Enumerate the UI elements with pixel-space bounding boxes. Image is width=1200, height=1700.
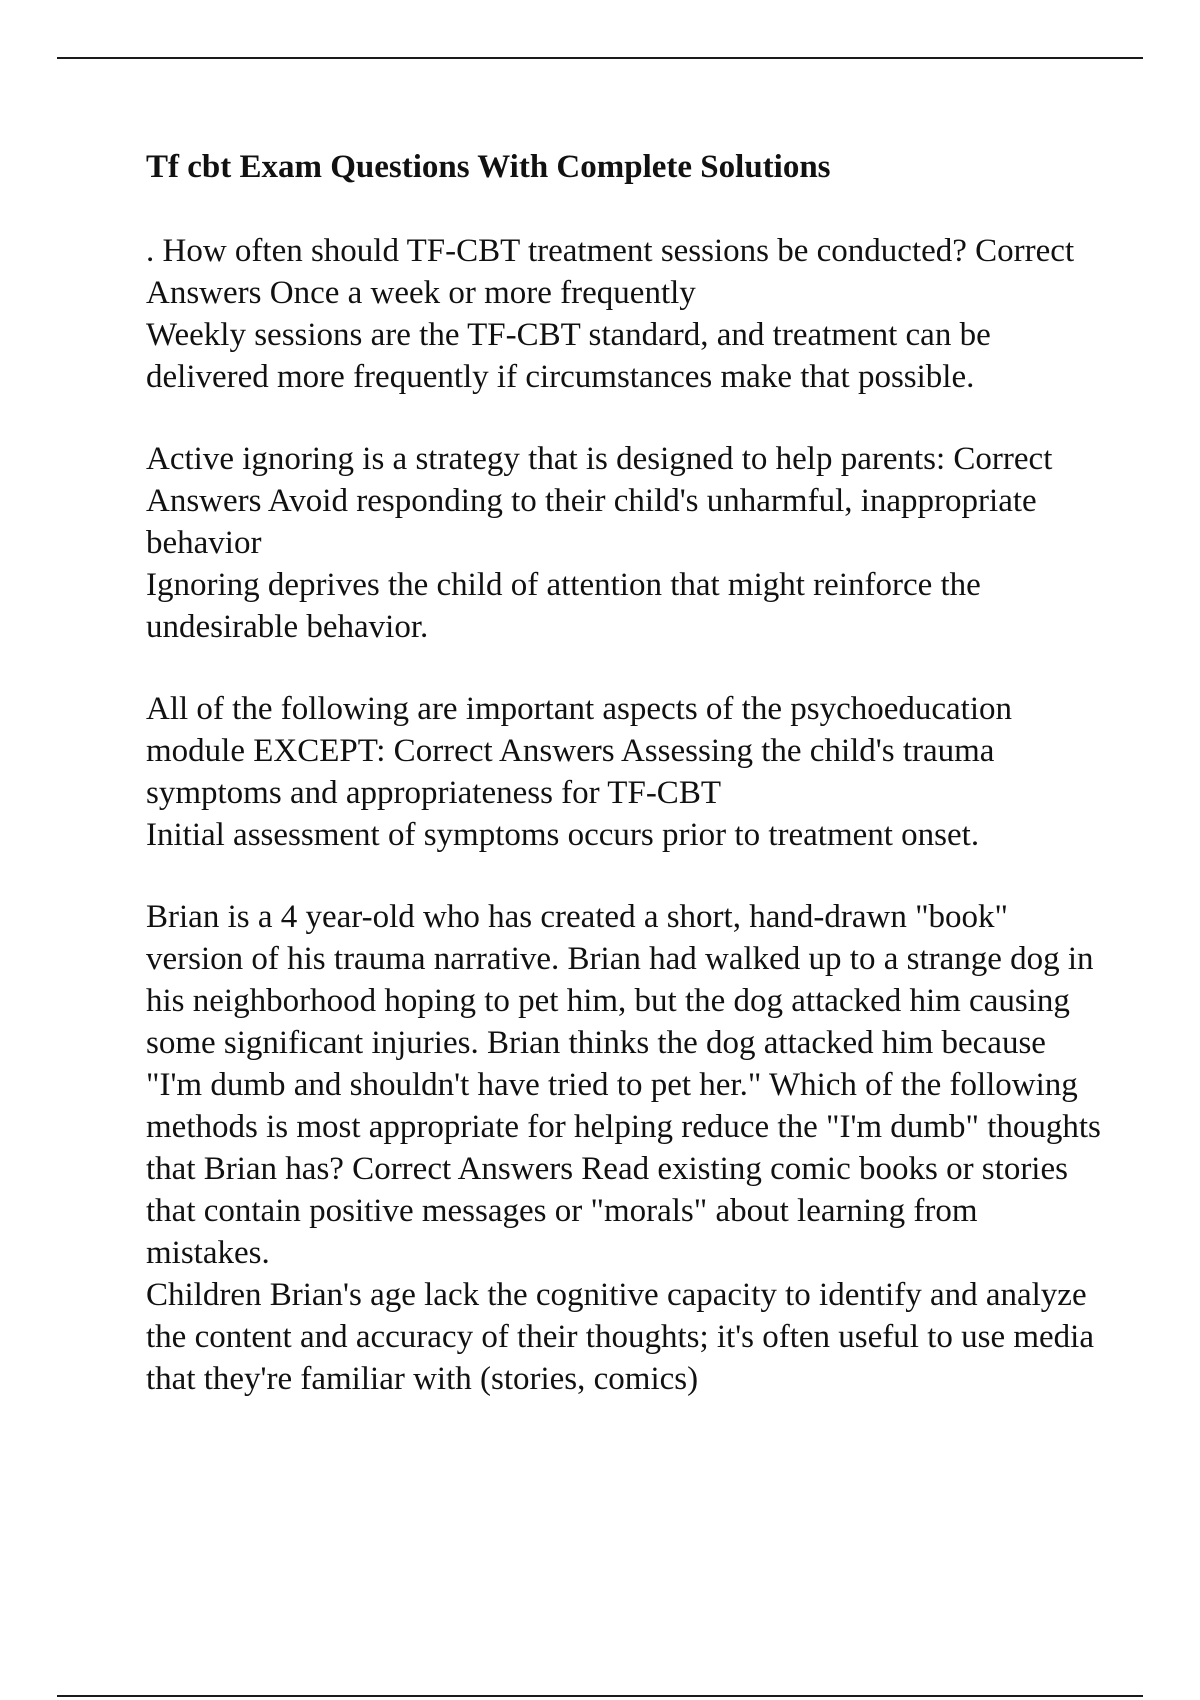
explanation-text: Ignoring deprives the child of attention that might reinforce the undesirable behavior. (146, 567, 981, 645)
question-text: . How often should TF-CBT treatment sessions be conducted? Correct Answers Once a week or more frequently (146, 233, 1075, 311)
bottom-divider (57, 1695, 1143, 1697)
question-text: Brian is a 4 year-old who has created a short, hand-drawn "book" version of his trauma narrative. Brian had walked up to a strange dog in his neighborhood hoping to pet him, but the dog attacked him causing some significant injuries. Brian thinks the dog attacked him because "I'm dumb and shouldn't have tried to pet her." Which of the following methods is most appropriate for helping reduce the "I'm dumb" thoughts that Brian has? Correct Answers Read existing comic books or stories that contain positive messages or "morals" about learning from mistakes. (146, 899, 1101, 1271)
qa-item-1 (146, 230, 1106, 398)
question-text: Active ignoring is a strategy that is designed to help parents: Correct Answers Avoid responding to their child's unharmful, inappropriate behavior (146, 441, 1053, 561)
explanation-text: Initial assessment of symptoms occurs prior to treatment onset. (146, 817, 980, 853)
explanation-text: Weekly sessions are the TF-CBT standard, and treatment can be delivered more frequently if circumstances make that possible. (146, 317, 991, 395)
qa-item-2 (146, 438, 1106, 648)
explanation-text: Children Brian's age lack the cognitive capacity to identify and analyze the content and accuracy of their thoughts; it's often useful to use media that they're familiar with (stories, comics) (146, 1277, 1094, 1397)
qa-item-4 (146, 896, 1106, 1400)
document-body (146, 146, 1106, 1440)
top-divider (57, 57, 1143, 59)
document-title: Tf cbt Exam Questions With Complete Solutions (146, 149, 831, 185)
qa-item-3 (146, 688, 1106, 856)
question-text: All of the following are important aspects of the psychoeducation module EXCEPT: Correct Answers Assessing the child's trauma symptoms and appropriateness for TF-CBT (146, 691, 1013, 811)
